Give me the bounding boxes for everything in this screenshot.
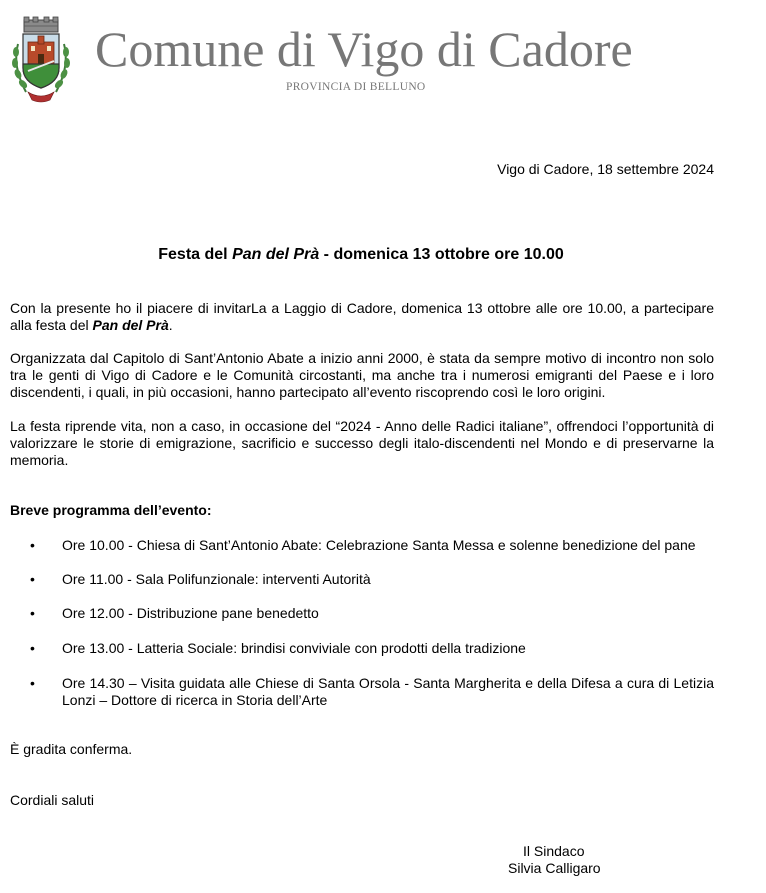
- invitation-end: .: [168, 317, 173, 334]
- program-item: [30, 571, 714, 588]
- program-item-text: Ore 14.30 – Visita guidata alle Chiese di Santa Orsola - Santa Margherita e della Difesa a cura di Letizia Lonzi – Dottore di ricerca in Storia dell’Arte: [62, 675, 714, 709]
- program-item: [30, 675, 714, 709]
- heading-pre: Festa del: [158, 246, 233, 263]
- program-item-text: Ore 13.00 - Latteria Sociale: brindisi conviviale con prodotti della tradizione: [62, 640, 526, 656]
- province-subtitle: PROVINCIA DI BELLUNO: [286, 81, 426, 93]
- roots-paragraph: La festa riprende vita, non a caso, in occasione del “2024 - Anno delle Radici italiane”, offrendoci l’opportunità di valorizzare le storie di emigrazione, sacrificio e successo degli italo-discendenti nel Mondo e di preservarne la memoria.: [10, 418, 714, 469]
- event-heading: [0, 246, 722, 264]
- invitation-paragraph: [10, 300, 714, 334]
- heading-event-name: Pan del Prà: [232, 246, 320, 263]
- bullet-icon: •: [30, 605, 35, 621]
- municipality-title: Comune di Vigo di Cadore: [95, 21, 633, 77]
- invitation-text: Con la presente ho il piacere di invitarLa a Laggio di Cadore, domenica 13 ottobre alle ore 10.00, a partecipare alla festa del: [10, 300, 714, 334]
- municipal-crest-logo: [8, 16, 74, 106]
- letter-date: Vigo di Cadore, 18 settembre 2024: [497, 161, 714, 177]
- history-paragraph: Organizzata dal Capitolo di Sant’Antonio Abate a inizio anni 2000, è stata da sempre motivo di incontro non solo tra le genti di Vigo di Cadore e le Comunità circostanti, ma anche tra i numerosi emigranti del Paese e i loro discendenti, i quali, in più occasioni, hanno partecipato all’evento riscoprendo così le loro origini.: [10, 350, 714, 401]
- bullet-icon: •: [30, 675, 35, 691]
- program-title: Breve programma dell’evento:: [10, 502, 212, 518]
- program-item-text: Ore 11.00 - Sala Polifunzionale: interventi Autorità: [62, 571, 371, 587]
- program-item-text: Ore 12.00 - Distribuzione pane benedetto: [62, 605, 319, 621]
- program-item: [30, 537, 714, 554]
- invitation-event-name: Pan del Prà: [92, 317, 169, 334]
- heading-post: - domenica 13 ottobre ore 10.00: [319, 246, 564, 263]
- bullet-icon: •: [30, 571, 35, 587]
- program-item: [30, 640, 714, 657]
- closing-salutation: Cordiali saluti: [10, 792, 95, 808]
- program-item-text: Ore 10.00 - Chiesa di Sant’Antonio Abate: Celebrazione Santa Messa e solenne benedizione del pane: [62, 537, 696, 553]
- confirmation-request: È gradita conferma.: [10, 741, 133, 757]
- bullet-icon: •: [30, 640, 35, 656]
- program-item: [30, 605, 714, 622]
- signer-role: Il Sindaco: [523, 843, 585, 859]
- bullet-icon: •: [30, 537, 35, 553]
- signer-name: Silvia Calligaro: [508, 860, 601, 876]
